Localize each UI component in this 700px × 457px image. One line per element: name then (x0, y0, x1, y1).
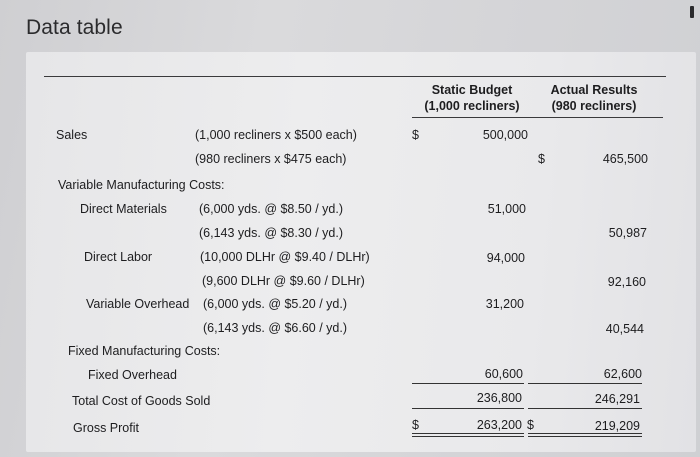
direct-materials-actual-value: 50,987 (608, 226, 647, 240)
budget-double-rule-top (412, 433, 524, 434)
sales-budget-desc: (1,000 recliners x $500 each) (195, 128, 357, 142)
sales-actual-dollar: $ (538, 152, 545, 166)
direct-labor-budget-desc: (10,000 DLHr @ $9.40 / DLHr) (200, 250, 370, 264)
direct-labor-budget-value: 94,000 (486, 251, 525, 265)
fixed-mfg-heading: Fixed Manufacturing Costs: (68, 344, 221, 358)
gross-profit-budget-dollar: $ (412, 418, 419, 432)
cogs-actual-value: 246,291 (594, 392, 640, 406)
cogs-label: Total Cost of Goods Sold (72, 394, 211, 408)
gross-profit-label: Gross Profit (73, 421, 139, 435)
actual-header-line2: (980 recliners) (551, 99, 637, 113)
direct-materials-budget-desc: (6,000 yds. @ $8.50 / yd.) (199, 202, 344, 216)
fixed-overhead-actual-value: 62,600 (603, 367, 642, 381)
minimize-icon[interactable] (690, 6, 694, 18)
actual-header-line1: Actual Results (550, 83, 638, 97)
variable-overhead-label: Variable Overhead (86, 297, 190, 311)
fixed-overhead-label: Fixed Overhead (88, 368, 177, 382)
variable-mfg-heading: Variable Manufacturing Costs: (58, 178, 225, 192)
table-top-rule (44, 76, 666, 77)
budget-total-rule (412, 408, 524, 409)
sales-actual-value: 465,500 (602, 152, 648, 166)
direct-labor-actual-desc: (9,600 DLHr @ $9.60 / DLHr) (202, 274, 365, 288)
sales-actual-desc: (980 recliners x $475 each) (195, 152, 347, 166)
sales-budget-dollar: $ (412, 128, 419, 142)
sales-label: Sales (56, 128, 88, 142)
actual-double-rule-bottom (528, 436, 642, 437)
budget-header-line1: Static Budget (431, 83, 513, 97)
direct-materials-budget-value: 51,000 (487, 202, 526, 216)
page-title: Data table (26, 16, 123, 39)
actual-total-rule (528, 408, 642, 409)
gross-profit-budget-value: 263,200 (476, 418, 522, 432)
sales-budget-value: 500,000 (482, 128, 528, 142)
direct-labor-label: Direct Labor (84, 250, 153, 264)
fixed-overhead-budget-value: 60,600 (484, 367, 523, 381)
variable-overhead-budget-value: 31,200 (485, 297, 524, 311)
budget-subtotal-rule (412, 383, 524, 384)
actual-subtotal-rule (528, 383, 642, 384)
variable-overhead-budget-desc: (6,000 yds. @ $5.20 / yd.) (203, 297, 348, 311)
budget-header-line2: (1,000 recliners) (424, 99, 520, 113)
direct-materials-label: Direct Materials (80, 202, 167, 216)
direct-labor-actual-value: 92,160 (607, 275, 646, 289)
budget-double-rule-bottom (412, 436, 524, 437)
cogs-budget-value: 236,800 (476, 391, 522, 405)
direct-materials-actual-desc: (6,143 yds. @ $8.30 / yd.) (199, 226, 344, 240)
variable-overhead-actual-desc: (6,143 yds. @ $6.60 / yd.) (203, 321, 348, 335)
header-underline (412, 117, 663, 118)
actual-double-rule-top (528, 433, 642, 434)
gross-profit-actual-value: 219,209 (594, 419, 640, 433)
gross-profit-actual-dollar: $ (527, 418, 534, 432)
variable-overhead-actual-value: 40,544 (605, 322, 644, 336)
